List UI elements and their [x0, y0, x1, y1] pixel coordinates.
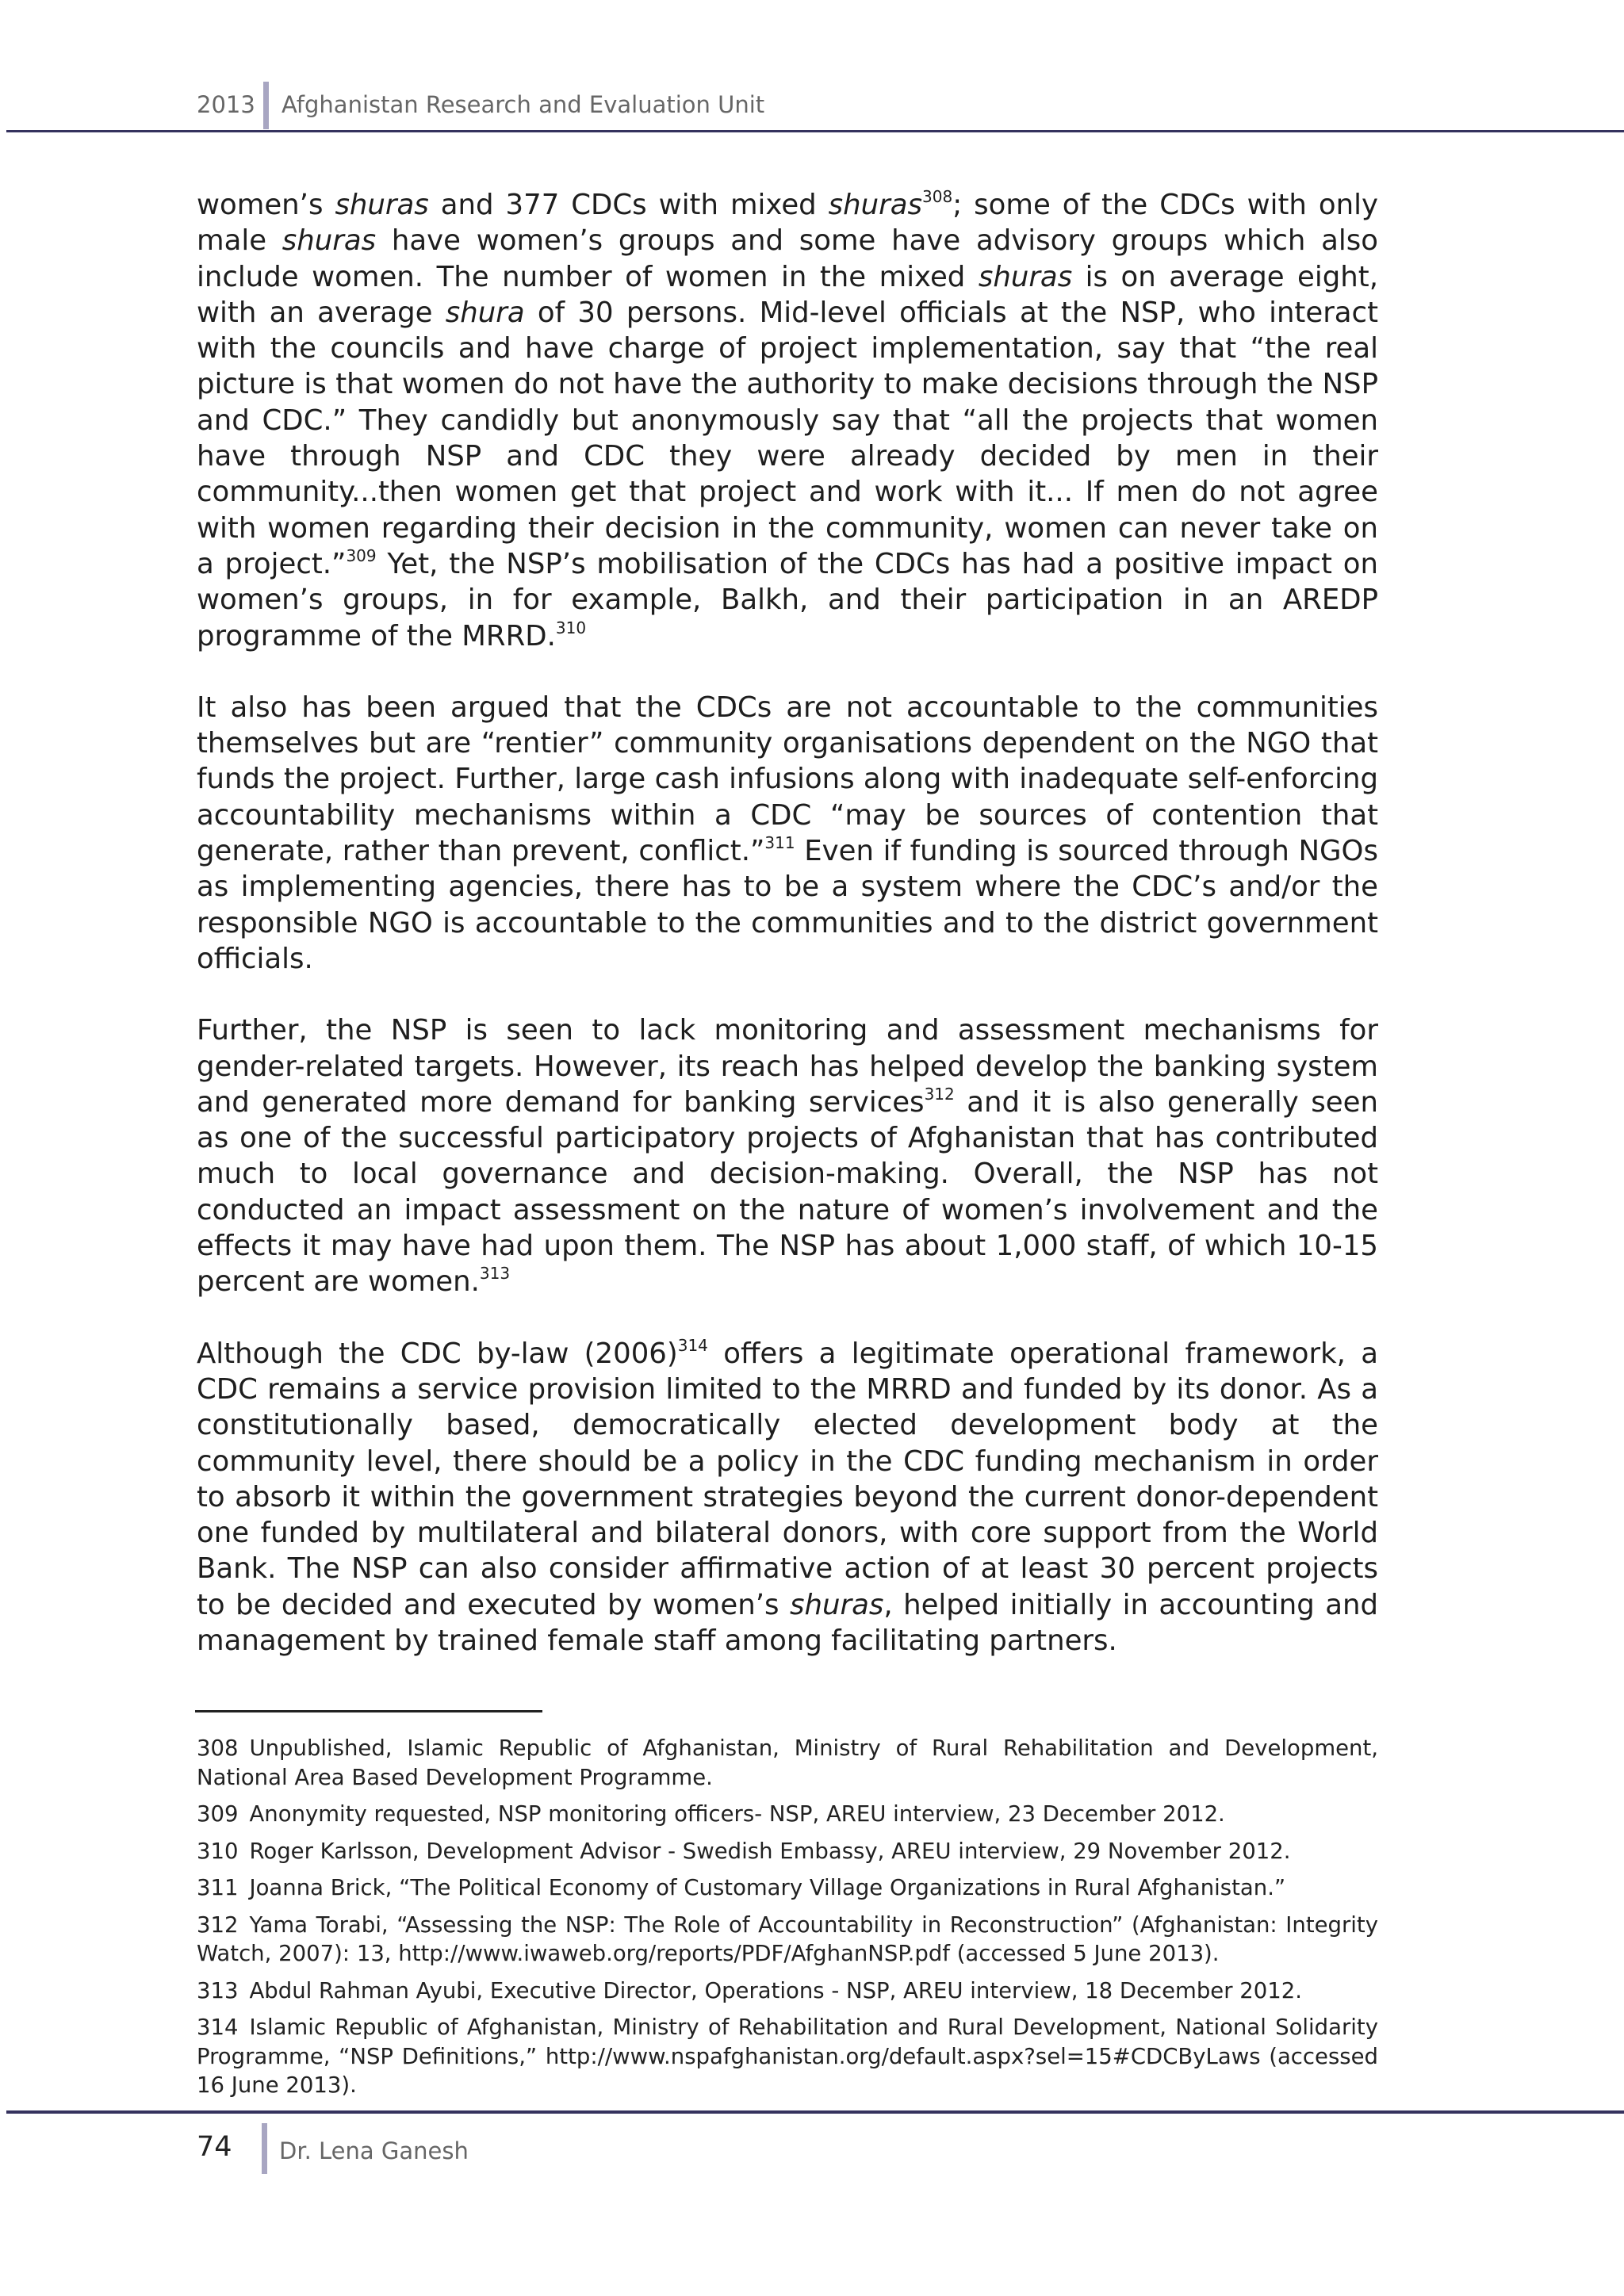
footnote-312: 312 Yama Torabi, “Assessing the NSP: The Role of Accountability in Reconstruction” (Afghanistan: Integrity Watch, 2007): 13, http://www.iwaweb.org/reports/PDF/AfghanNSP.pdf (accessed 5 June 2013).	[197, 1911, 1378, 1966]
page-footer	[0, 2110, 1624, 2206]
footnote-ref-312[interactable]: 312	[924, 1084, 955, 1104]
page-header	[0, 0, 1624, 135]
footnotes	[197, 1734, 1378, 2108]
footnote-ref-310[interactable]: 310	[555, 618, 587, 637]
page-number: 74	[197, 2131, 232, 2163]
header-divider	[263, 82, 269, 129]
footnote-314: 314 Islamic Republic of Afghanistan, Ministry of Rehabilitation and Rural Development, National Solidarity Programme, “NSP Definitions,” http://www.nspafghanistan.org/default.aspx?sel=15#CDCByLaws (accessed 16 June 2013).	[197, 2015, 1378, 2098]
paragraph-1: women’s shuras and 377 CDCs with mixed shuras$^{308}$; some of the CDCs with only male shuras have women’s groups and some have advisory groups which also include women. The number of women in the mixed shuras is on average eight, with an average shura of 30 persons. Mid-level officials at the NSP, who interact with the councils and have charge of project implementation, say that “the real picture is that women do not have the authority to make decisions through the NSP and CDC.” They candidly but anonymously say that “all the projects that women have through NSP and CDC they were already decided by men in their community...then women get that project and work with it... If men do not agree with women regarding their decision in the community, women can never take on a project.”$^{309}$ Yet, the NSP’s mobilisation of the CDCs has had a positive impact on women’s groups, in for example, Balkh, and their participation in an AREDP programme of the MRRD.$^{310}$	[197, 187, 1379, 652]
footnote-ref-308[interactable]: 308	[922, 187, 953, 206]
header-rule	[6, 130, 1624, 132]
footnote-313: 313 Abdul Rahman Ayubi, Executive Director, Operations - NSP, AREU interview, 18 December 2012.	[197, 1977, 1302, 2003]
footer-author: Dr. Lena Ganesh	[279, 2137, 469, 2164]
footnote-ref-313[interactable]: 313	[479, 1264, 511, 1284]
footnote-ref-314[interactable]: 314	[677, 1335, 708, 1355]
footer-rule	[6, 2110, 1624, 2114]
footnote-separator	[195, 1710, 542, 1712]
footnote-309: 309 Anonymity requested, NSP monitoring officers- NSP, AREU interview, 23 December 2012.	[197, 1801, 1225, 1827]
paragraph-3: Further, the NSP is seen to lack monitoring and assessment mechanisms for gender-related targets. However, its reach has helped develop the banking system and generated more demand for banking services$^{312}$ and it is also generally seen as one of the successful participatory projects of Afghanistan that has contributed much to local governance and decision-making. Overall, the NSP has not conducted an impact assessment on the nature of women’s involvement and the effects it may have had upon them. The NSP has about 1,000 staff, of which 10-15 percent are women.$^{313}$	[197, 1014, 1378, 1299]
footnote-ref-311[interactable]: 311	[764, 833, 795, 853]
footnote-308: 308 Unpublished, Islamic Republic of Afghanistan, Ministry of Rural Rehabilitation and Development, National Area Based Development Programme.	[197, 1735, 1378, 1790]
header-year: 2013	[197, 91, 255, 118]
footer-divider	[262, 2123, 267, 2174]
main-text	[197, 187, 1378, 1694]
footnote-ref-309[interactable]: 309	[346, 545, 377, 565]
paragraph-2: It also has been argued that the CDCs are not accountable to the communities themselves but are “rentier” community organisations dependent on the NGO that funds the project. Further, large cash infusions along with inadequate self-enforcing accountability mechanisms within a CDC “may be sources of contention that generate, rather than prevent, conflict.”$^{311}$ Even if funding is sourced through NGOs as implementing agencies, there has to be a system where the CDC’s and/or the responsible NGO is accountable to the communities and to the district government officials.	[197, 691, 1378, 975]
footnote-310: 310 Roger Karlsson, Development Advisor - Swedish Embassy, AREU interview, 29 November 2012.	[197, 1838, 1291, 1864]
footnote-311: 311 Joanna Brick, “The Political Economy of Customary Village Organizations in Rural Afghanistan.”	[197, 1875, 1286, 1900]
paragraph-4: Although the CDC by-law $(2006)^{314}$ offers a legitimate operational framework, a CDC remains a service provision limited to the MRRD and funded by its donor. As a constitutionally based, democratically elected development body at the community level, there should be a policy in the CDC funding mechanism in order to absorb it within the government strategies beyond the current donor-dependent one funded by multilateral and bilateral donors, with core support from the World Bank. The NSP can also consider affirmative action of at least 30 percent projects to be decided and executed by women’s shuras, helped initially in accounting and management by trained female staff among facilitating partners.	[197, 1335, 1379, 1657]
header-organization: Afghanistan Research and Evaluation Unit	[282, 91, 765, 118]
